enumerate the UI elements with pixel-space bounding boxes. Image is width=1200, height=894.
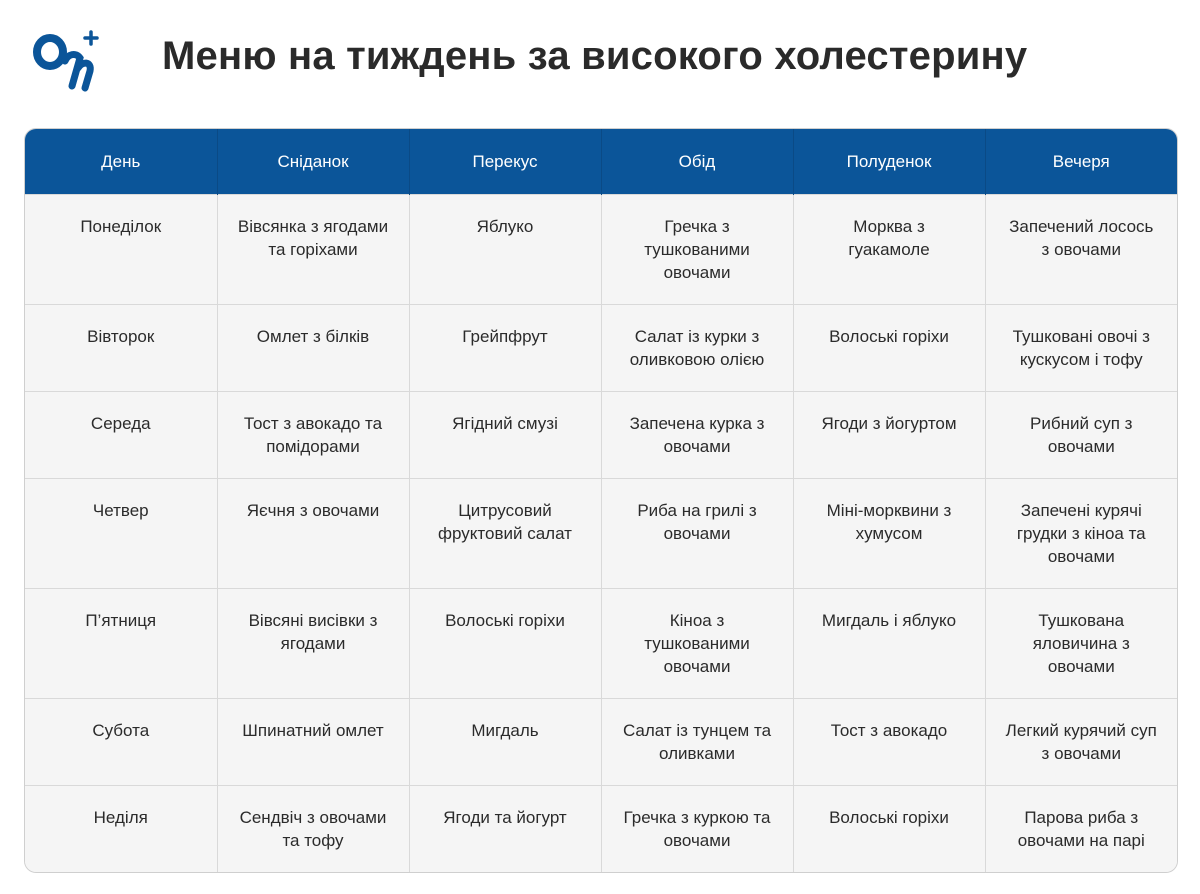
snack-cell: Ягоди та йогурт bbox=[409, 786, 601, 873]
day-cell: Понеділок bbox=[25, 195, 217, 305]
dinner-cell: Тушковані овочі з кускусом і тофу bbox=[985, 305, 1177, 392]
table-row bbox=[25, 786, 1177, 873]
dinner-cell: Парова риба з овочами на парі bbox=[985, 786, 1177, 873]
breakfast-cell: Сендвіч з овочами та тофу bbox=[217, 786, 409, 873]
dinner-cell: Легкий курячий суп з овочами bbox=[985, 699, 1177, 786]
afternoon-snack-cell: Мигдаль і яблуко bbox=[793, 589, 985, 699]
breakfast-cell: Тост з авокадо та помідорами bbox=[217, 392, 409, 479]
breakfast-cell: Вівсянка з ягодами та горіхами bbox=[217, 195, 409, 305]
afternoon-snack-cell: Волоські горіхи bbox=[793, 786, 985, 873]
page-title: Меню на тиждень за високого холестерину bbox=[162, 34, 1028, 78]
lunch-cell: Гречка з тушкованими овочами bbox=[601, 195, 793, 305]
dinner-cell: Запечений лосось з овочами bbox=[985, 195, 1177, 305]
day-cell: Четвер bbox=[25, 479, 217, 589]
column-header-dinner: Вечеря bbox=[985, 129, 1177, 195]
day-cell: Субота bbox=[25, 699, 217, 786]
table-header-row bbox=[25, 129, 1177, 195]
column-header-lunch: Обід bbox=[601, 129, 793, 195]
dinner-cell: Тушкована яловичина з овочами bbox=[985, 589, 1177, 699]
column-header-afternoon-snack: Полуденок bbox=[793, 129, 985, 195]
breakfast-cell: Омлет з білків bbox=[217, 305, 409, 392]
logo-icon bbox=[32, 28, 104, 94]
page-header bbox=[0, 0, 1200, 120]
dinner-cell: Запечені курячі грудки з кіноа та овочами bbox=[985, 479, 1177, 589]
lunch-cell: Запечена курка з овочами bbox=[601, 392, 793, 479]
table-row bbox=[25, 195, 1177, 305]
table-row bbox=[25, 392, 1177, 479]
snack-cell: Яблуко bbox=[409, 195, 601, 305]
lunch-cell: Салат із курки з оливковою олією bbox=[601, 305, 793, 392]
day-cell: Середа bbox=[25, 392, 217, 479]
column-header-breakfast: Сніданок bbox=[217, 129, 409, 195]
afternoon-snack-cell: Тост з авокадо bbox=[793, 699, 985, 786]
lunch-cell: Риба на грилі з овочами bbox=[601, 479, 793, 589]
table-row bbox=[25, 699, 1177, 786]
day-cell: Вівторок bbox=[25, 305, 217, 392]
table-row bbox=[25, 479, 1177, 589]
afternoon-snack-cell: Ягоди з йогуртом bbox=[793, 392, 985, 479]
snack-cell: Цитрусовий фруктовий салат bbox=[409, 479, 601, 589]
day-cell: Неділя bbox=[25, 786, 217, 873]
afternoon-snack-cell: Морква з гуакамоле bbox=[793, 195, 985, 305]
afternoon-snack-cell: Міні-морквини з хумусом bbox=[793, 479, 985, 589]
breakfast-cell: Шпинатний омлет bbox=[217, 699, 409, 786]
column-header-day: День bbox=[25, 129, 217, 195]
breakfast-cell: Вівсяні висівки з ягодами bbox=[217, 589, 409, 699]
dinner-cell: Рибний суп з овочами bbox=[985, 392, 1177, 479]
table-row bbox=[25, 305, 1177, 392]
snack-cell: Мигдаль bbox=[409, 699, 601, 786]
lunch-cell: Салат із тунцем та оливками bbox=[601, 699, 793, 786]
table-row bbox=[25, 589, 1177, 699]
snack-cell: Волоські горіхи bbox=[409, 589, 601, 699]
snack-cell: Ягідний смузі bbox=[409, 392, 601, 479]
day-cell: П’ятниця bbox=[25, 589, 217, 699]
afternoon-snack-cell: Волоські горіхи bbox=[793, 305, 985, 392]
lunch-cell: Гречка з куркою та овочами bbox=[601, 786, 793, 873]
breakfast-cell: Яєчня з овочами bbox=[217, 479, 409, 589]
weekly-menu-table bbox=[24, 128, 1178, 873]
column-header-snack: Перекус bbox=[409, 129, 601, 195]
lunch-cell: Кіноа з тушкованими овочами bbox=[601, 589, 793, 699]
snack-cell: Грейпфрут bbox=[409, 305, 601, 392]
